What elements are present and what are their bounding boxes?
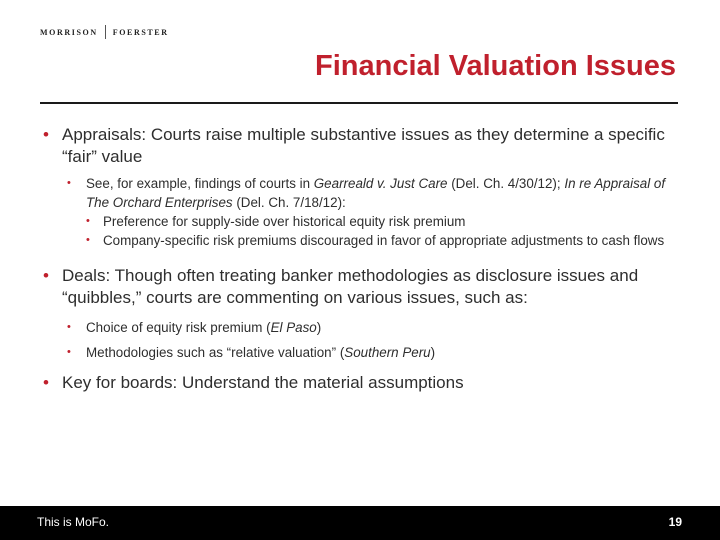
bullet-dot: • — [86, 234, 90, 246]
bullet-key-for-boards — [40, 372, 690, 394]
bullet-dot: • — [86, 215, 90, 227]
methodologies-text-a: Methodologies such as “relative valuation” ( — [86, 345, 345, 360]
slide-content — [40, 124, 690, 394]
findings-text-c: (Del. Ch. 7/18/12): — [232, 195, 346, 210]
footer-bar — [0, 506, 720, 540]
title-rule — [40, 102, 678, 104]
bullet-dot: • — [67, 321, 71, 333]
bullet-appraisals-text: Appraisals: Courts raise multiple substantive issues as they determine a specific “fair” value — [62, 125, 665, 166]
sub-sub-bullet-risk-premiums — [40, 231, 690, 250]
bullet-dot: • — [43, 125, 49, 144]
methodologies-text-b: ) — [430, 345, 436, 360]
bullet-deals-text: Deals: Though often treating banker methodologies as disclosure issues and “quibbles,” courts are commenting on various issues, such as: — [62, 266, 639, 307]
bullet-key-text: Key for boards: Understand the material assumptions — [62, 373, 464, 392]
sub-bullet-equity-risk — [40, 318, 690, 337]
case-name-gearreald: Gearreald v. Just Care — [313, 176, 448, 191]
equity-risk-text-a: Choice of equity risk premium ( — [86, 320, 271, 335]
sub-sub-bullet-preference — [40, 212, 690, 231]
logo-right-text: FOERSTER — [112, 27, 169, 37]
bullet-appraisals — [40, 124, 690, 168]
footer-tagline: This is MoFo. — [37, 515, 110, 529]
slide-title: Financial Valuation Issues — [314, 50, 676, 82]
bullet-deals — [40, 265, 690, 309]
preference-text: Preference for supply-side over historical equity risk premium — [103, 214, 466, 229]
bullet-dot: • — [43, 373, 49, 392]
company-logo — [40, 22, 169, 42]
page-number: 19 — [668, 515, 682, 529]
case-name-southern-peru: Southern Peru — [344, 345, 431, 360]
risk-premiums-text: Company-specific risk premiums discouraged in favor of appropriate adjustments to cash flows — [103, 233, 665, 248]
logo-left-text: MORRISON — [40, 27, 98, 37]
bullet-dot: • — [43, 266, 49, 285]
findings-text-b: (Del. Ch. 4/30/12); — [447, 176, 565, 191]
equity-risk-text-b: ) — [316, 320, 322, 335]
bullet-dot: • — [67, 346, 71, 358]
case-name-orchard: In re Appraisal of The Orchard Enterprises — [86, 176, 666, 210]
case-name-el-paso: El Paso — [270, 320, 317, 335]
bullet-dot: • — [67, 177, 71, 189]
sub-bullet-methodologies — [40, 343, 690, 362]
logo-divider — [105, 25, 106, 39]
findings-text-a: See, for example, findings of courts in — [86, 176, 314, 191]
sub-bullet-findings — [40, 174, 690, 212]
